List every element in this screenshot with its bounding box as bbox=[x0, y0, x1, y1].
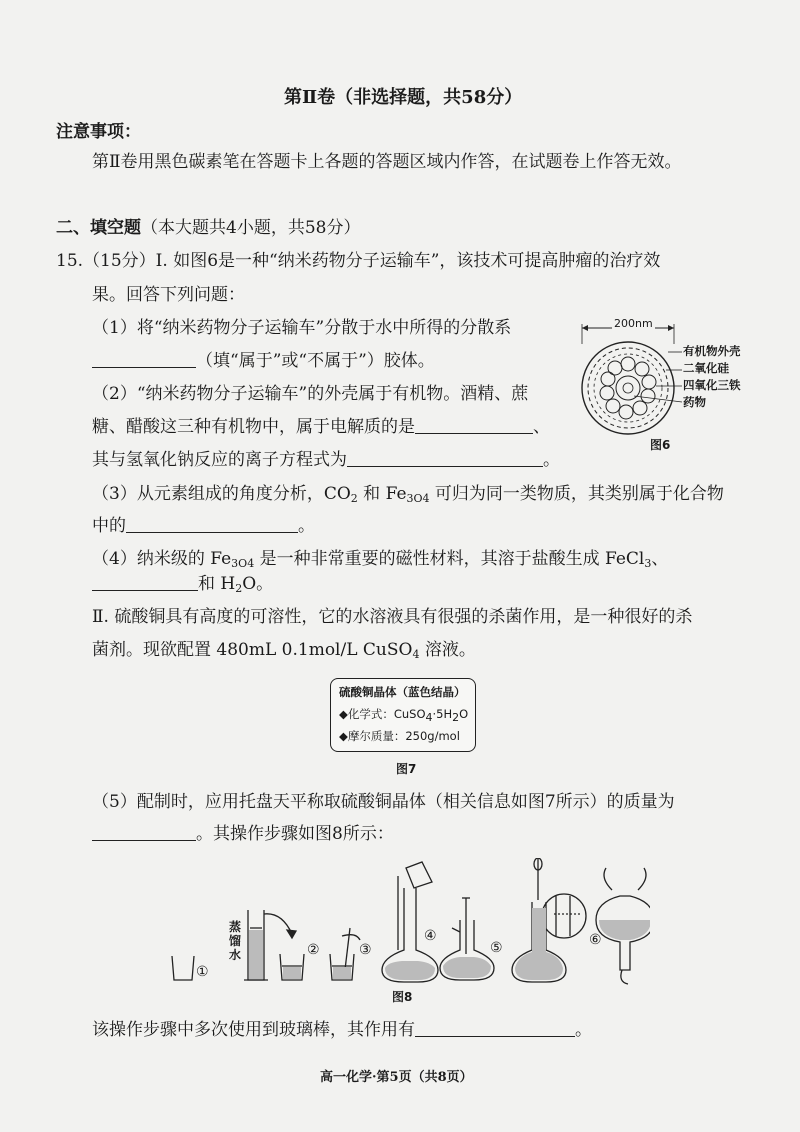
sub-4: 4 bbox=[412, 648, 420, 661]
p4-text-2: 是一种非常重要的磁性材料，其溶于盐酸生成 FeCl bbox=[254, 549, 645, 569]
answer-blank-7[interactable] bbox=[415, 1018, 575, 1037]
partII-text-2: 溶液。 bbox=[419, 640, 476, 660]
legend-silica: 二氧化硅 bbox=[683, 361, 729, 375]
sub-3: 3 bbox=[644, 557, 652, 570]
q15-p4-a: （4）纳米级的 $Fe_3O_4$ 是一种非常重要的磁性材料，其溶于盐酸生成 FeCl$_3$、 bbox=[92, 549, 669, 570]
water-label-char-3: 水 bbox=[229, 948, 242, 962]
answer-blank-3[interactable] bbox=[347, 448, 543, 467]
step-1: ① bbox=[196, 964, 209, 980]
legend-iron-oxide: 四氧化三铁 bbox=[683, 378, 741, 392]
silica-layer-circle bbox=[588, 348, 668, 428]
q15-p1-a: （1）将“纳米药物分子运输车”分散于水中所得的分散系 bbox=[92, 318, 512, 338]
q15-p3-a: （3）从元素组成的角度分析，$CO_2$ 和 $Fe_3O_4$ 可归为同一类物质，其类别属于化合物 bbox=[92, 484, 724, 505]
p4-text-3: 和 H bbox=[198, 574, 236, 594]
fig6-caption: 图6 bbox=[650, 438, 671, 452]
sub-4: 4 bbox=[422, 492, 430, 505]
fig7-title: 硫酸铜晶体（蓝色结晶） bbox=[339, 685, 466, 699]
p3-text-2: 和 Fe bbox=[357, 484, 407, 504]
p3-text-3: 可归为同一类物质，其类别属于化合物 bbox=[429, 484, 724, 504]
step-6: ⑥ bbox=[589, 932, 602, 948]
fig7-formula-1: ◆化学式：CuSO bbox=[339, 707, 426, 721]
scale-arrow-left bbox=[582, 325, 588, 331]
legend-organic-shell: 有机物外壳 bbox=[683, 344, 741, 358]
water-label-char-2: 馏 bbox=[229, 934, 242, 948]
sub-4: 4 bbox=[247, 557, 255, 570]
answer-blank-5[interactable] bbox=[92, 572, 198, 591]
part-heading-note: （本大题共4小题，共58分） bbox=[141, 218, 361, 238]
fig7-formula bbox=[339, 703, 475, 725]
section-title: 第Ⅱ卷（非选择题，共58分） bbox=[284, 87, 523, 108]
outer-shell-circle bbox=[582, 342, 674, 434]
fig8-caption: 图8 bbox=[392, 990, 413, 1004]
partII-text-1: 菌剂。现欲配置 480mL 0.1mol/L CuSO bbox=[92, 640, 413, 660]
q15-p5-b-line bbox=[92, 822, 394, 846]
hands bbox=[604, 868, 646, 890]
q15-p5-c-line bbox=[92, 1018, 592, 1042]
answer-blank-4[interactable] bbox=[126, 514, 298, 533]
period: 。 bbox=[543, 450, 560, 470]
q15-p4-b-line bbox=[92, 572, 273, 596]
fig7-formula-3: O bbox=[459, 707, 469, 721]
q15-partII-b bbox=[92, 638, 476, 662]
water-label-char-1: 蒸 bbox=[229, 920, 242, 934]
q15-p5-a: （5）配制时，应用托盘天平称取硫酸铜晶体（相关信息如图7所示）的质量为 bbox=[92, 792, 675, 812]
q15-p2-c-line bbox=[92, 448, 560, 472]
fig6-nanoparticle-diagram bbox=[570, 318, 682, 438]
q15-p5-b: 。其操作步骤如图8所示： bbox=[196, 824, 394, 844]
comma: 、 bbox=[651, 549, 669, 569]
sub-2: 2 bbox=[350, 492, 358, 505]
q15-p5-c: 该操作步骤中多次使用到玻璃棒，其作用有 bbox=[92, 1020, 415, 1040]
sub-2: 2 bbox=[235, 582, 243, 595]
answer-blank-2[interactable] bbox=[415, 415, 533, 434]
sub-2: 2 bbox=[452, 711, 460, 724]
p4-text-4: O。 bbox=[242, 574, 274, 594]
step-2: ② bbox=[307, 942, 320, 958]
sub-4: 4 bbox=[425, 711, 433, 724]
sub-3: 3 bbox=[406, 492, 414, 505]
q15-p2-b-line bbox=[92, 415, 550, 439]
part-heading-title: 二、填空题 bbox=[56, 218, 141, 238]
p4-text-1: （4）纳米级的 Fe bbox=[92, 549, 232, 569]
answer-blank-1[interactable] bbox=[92, 349, 196, 368]
step-5: ⑤ bbox=[490, 940, 503, 956]
comma: 、 bbox=[533, 417, 550, 437]
fig7-formula-2: ·5H bbox=[432, 707, 453, 721]
q15-lead: 15.（15分）Ⅰ. 如图6是一种“纳米药物分子运输车”，该技术可提高肿瘤的治疗效 bbox=[56, 251, 661, 271]
step-4: ④ bbox=[424, 928, 437, 944]
distilled-water-label bbox=[229, 920, 243, 962]
page-footer: 高一化学·第5页（共8页） bbox=[320, 1070, 473, 1085]
magnified-view bbox=[542, 894, 586, 938]
period: 。 bbox=[298, 516, 315, 536]
q15-p1-b: （填“属于”或“不属于”）胶体。 bbox=[196, 351, 435, 371]
fig7-molar-mass: ◆摩尔质量：250g/mol bbox=[339, 729, 460, 743]
fig6-legend bbox=[683, 343, 741, 411]
fig7-info-box bbox=[330, 678, 476, 752]
legend-drug: 药物 bbox=[683, 395, 706, 409]
sub-3: 3 bbox=[231, 557, 239, 570]
step-3: ③ bbox=[359, 942, 372, 958]
notice-heading: 注意事项： bbox=[56, 122, 141, 142]
beaker-1 bbox=[172, 956, 194, 980]
q15-partII-a: Ⅱ. 硫酸铜具有高度的可溶性，它的水溶液具有很强的杀菌作用，是一种很好的杀 bbox=[92, 607, 693, 627]
q15-p2-b: 糖、醋酸这三种有机物中，属于电解质的是 bbox=[92, 417, 415, 437]
iron-oxide-spheres bbox=[600, 357, 656, 419]
q15-p2-c: 其与氢氧化钠反应的离子方程式为 bbox=[92, 450, 347, 470]
pouring-beaker bbox=[406, 862, 432, 888]
q15-lead-cont: 果。回答下列问题： bbox=[92, 285, 245, 305]
part-heading bbox=[56, 216, 360, 240]
fig6-scale-label: 200nm bbox=[614, 317, 653, 330]
q15-p3-b: 中的 bbox=[92, 516, 126, 536]
q15-p3-b-line bbox=[92, 514, 315, 538]
scale-arrow-right bbox=[668, 325, 674, 331]
period: 。 bbox=[575, 1020, 592, 1040]
notice-text: 第Ⅱ卷用黑色碳素笔在答题卡上各题的答题区域内作答，在试题卷上作答无效。 bbox=[92, 152, 682, 172]
q15-p1-b-line bbox=[92, 349, 435, 373]
fig7-caption: 图7 bbox=[396, 762, 417, 776]
p3-text-1: （3）从元素组成的角度分析，CO bbox=[92, 484, 351, 504]
q15-p2-a: （2）“纳米药物分子运输车”的外壳属于有机物。酒精、蔗 bbox=[92, 384, 529, 404]
answer-blank-6[interactable] bbox=[92, 822, 196, 841]
